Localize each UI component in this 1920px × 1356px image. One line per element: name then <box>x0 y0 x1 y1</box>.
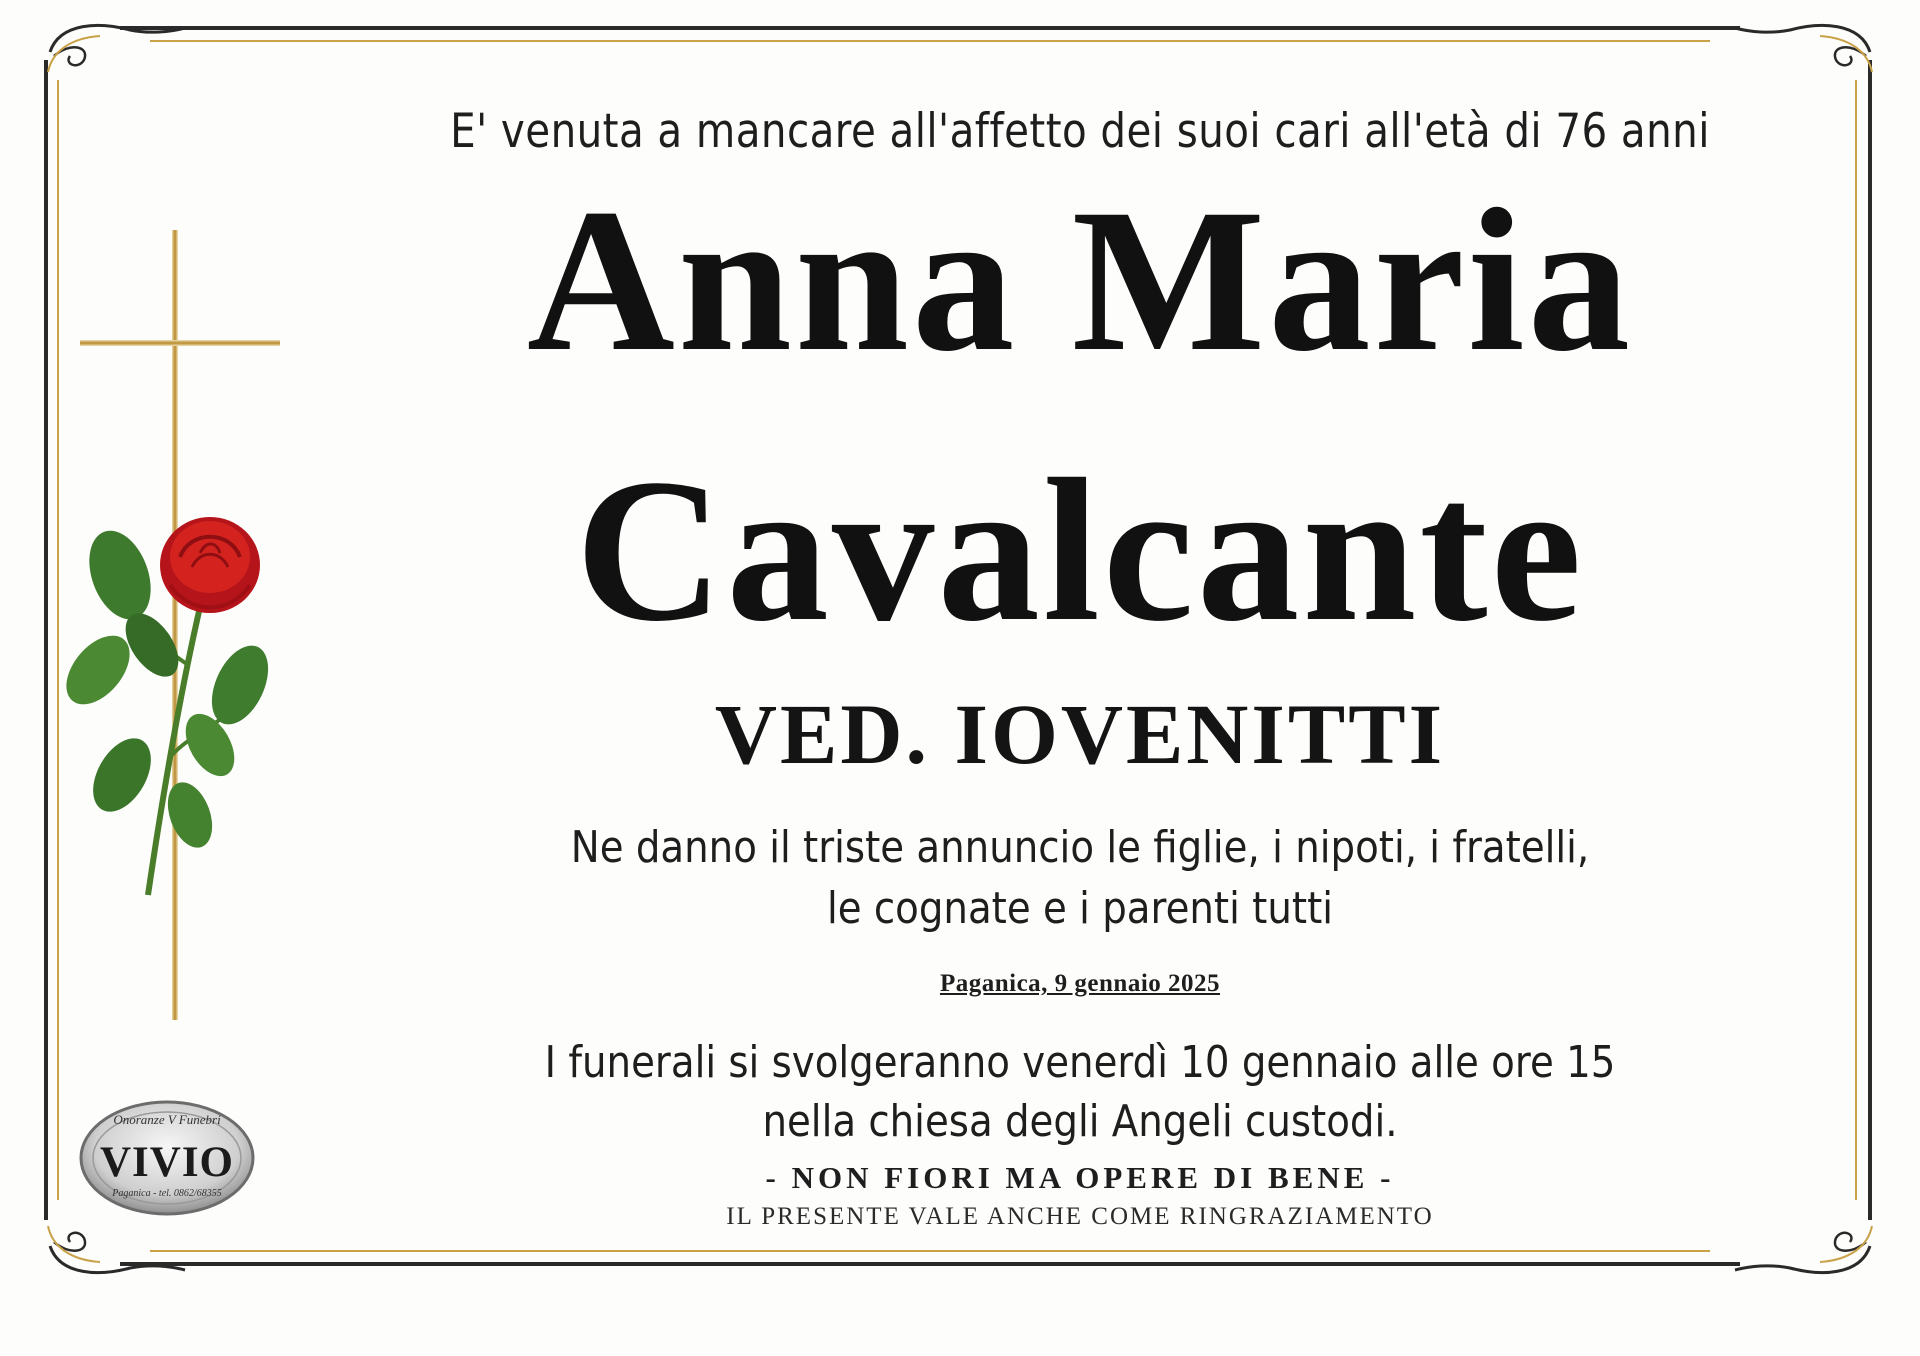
logo-top-text: Onoranze V Funebri <box>113 1112 221 1127</box>
widow-of-line: VED. IOVENITTI <box>714 686 1446 782</box>
red-rose-icon <box>60 495 300 905</box>
frame-top-line <box>120 26 1740 30</box>
ornamental-corner-icon <box>40 1216 190 1286</box>
announcement-line-1: Ne danno il triste annuncio le figlie, i nipoti, i fratelli, <box>570 822 1590 873</box>
announcement-line-2: le cognate e i parenti tutti <box>826 883 1334 934</box>
ornamental-corner-icon <box>40 12 190 82</box>
deceased-last-name: Cavalcante <box>575 437 1585 664</box>
deceased-first-name: Anna Maria <box>526 167 1634 394</box>
logo-brand: VIVIO <box>99 1139 235 1186</box>
thanks-line: IL PRESENTE VALE ANCHE COME RINGRAZIAMENTO <box>726 1203 1434 1230</box>
intro-line: E' venuta a mancare all'affetto dei suoi cari all'età di 76 anni <box>450 104 1710 159</box>
frame-bottom-gold-line <box>150 1250 1710 1252</box>
place-date: Paganica, 9 gennaio 2025 <box>939 970 1221 997</box>
frame-top-gold-line <box>150 40 1710 42</box>
no-flowers-line: - NON FIORI MA OPERE DI BENE - <box>765 1160 1395 1195</box>
funeral-home-logo <box>78 1098 256 1218</box>
frame-left-line <box>44 60 48 1220</box>
ornamental-corner-icon <box>1730 12 1880 82</box>
funeral-line-1: I funerali si svolgeranno venerdì 10 gennaio alle ore 15 <box>544 1037 1616 1088</box>
frame-bottom-line <box>120 1262 1740 1266</box>
funeral-line-2: nella chiesa degli Angeli custodi. <box>762 1096 1398 1147</box>
frame-right-line <box>1868 60 1872 1220</box>
logo-bottom-text: Paganica - tel. 0862/68355 <box>112 1188 222 1199</box>
frame-left-gold-line <box>57 80 59 1200</box>
